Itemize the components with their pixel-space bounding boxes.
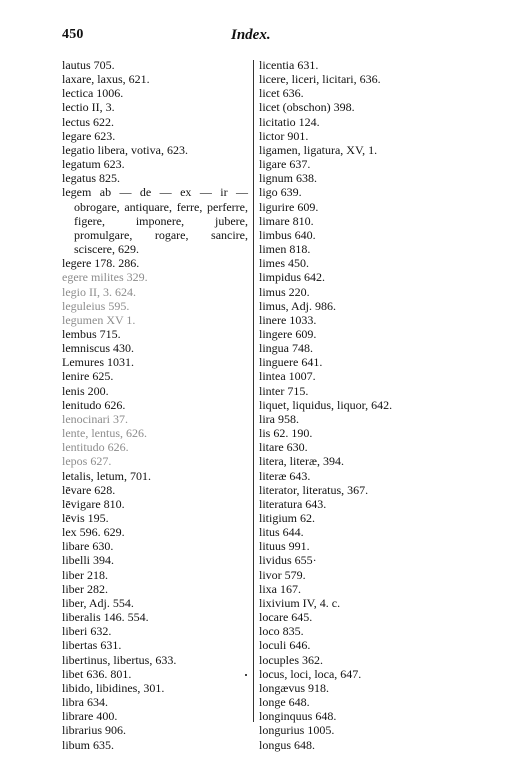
index-column-left — [62, 58, 248, 752]
index-entry: literator, literatus, 367. — [259, 482, 369, 497]
index-entry: letalis, letum, 701. — [62, 468, 151, 483]
index-entry: lintea 1007. — [259, 369, 316, 384]
index-entry: ligo 639. — [259, 185, 302, 200]
index-entry: lex 596. 629. — [62, 525, 125, 540]
ink-speck — [245, 674, 247, 676]
index-entry: lectica 1006. — [62, 86, 124, 101]
index-entry: lēvigare 810. — [62, 496, 125, 511]
index-entry: limpidus 642. — [259, 270, 326, 285]
index-entry: lividus 655· — [259, 553, 317, 568]
index-entry: lautus 705. — [62, 58, 115, 72]
index-entry: leguleius 595. — [62, 298, 130, 313]
index-entry: liber 218. — [62, 567, 108, 582]
index-entry: locuples 362. — [259, 652, 323, 667]
index-entry: lixivium IV, 4. c. — [259, 595, 341, 610]
index-entry: litera, literæ, 394. — [259, 454, 344, 469]
index-entry: lenitudo 626. — [62, 397, 126, 412]
index-entry: lenis 200. — [62, 383, 109, 398]
index-entry: linere 1033. — [259, 312, 317, 327]
index-entry: livor 579. — [259, 567, 306, 582]
index-entry: libido, libidines, 301. — [62, 680, 165, 695]
index-entry: legumen XV 1. — [62, 312, 136, 327]
index-entry: librare 400. — [62, 709, 118, 724]
index-entry: legio II, 3. 624. — [62, 284, 136, 299]
index-entry: lis 62. 190. — [259, 426, 313, 441]
index-entry: limes 450. — [259, 256, 309, 271]
index-entry: ligamen, ligatura, XV, 1. — [259, 142, 378, 157]
index-entry: lepos 627. — [62, 454, 112, 469]
index-entry: lenocinari 37. — [62, 411, 128, 426]
index-entry: legere 178. 286. — [62, 256, 140, 271]
index-entry: locare 645. — [259, 610, 313, 625]
index-entry: licet 636. — [259, 86, 304, 101]
index-column-right — [259, 58, 459, 752]
index-entry: laxare, laxus, 621. — [62, 72, 150, 87]
index-entry: ligurire 609. — [259, 199, 319, 214]
index-entry: linter 715. — [259, 383, 309, 398]
index-entry: lenire 625. — [62, 369, 114, 384]
index-entry: liberi 632. — [62, 624, 112, 639]
index-entry: Lemures 1031. — [62, 355, 134, 370]
index-entry: limen 818. — [259, 242, 311, 257]
index-entry: literæ 643. — [259, 468, 311, 483]
index-entry: lectus 622. — [62, 114, 114, 129]
index-entry: lēvare 628. — [62, 482, 116, 497]
index-entry: liberalis 146. 554. — [62, 610, 149, 625]
index-entry: libertinus, libertus, 633. — [62, 652, 177, 667]
index-entry: liquet, liquidus, liquor, 642. — [259, 397, 393, 412]
index-entry: lira 958. — [259, 411, 299, 426]
index-entry: librarius 906. — [62, 723, 126, 738]
index-entry: licentia 631. — [259, 58, 319, 72]
index-entry: longævus 918. — [259, 680, 330, 695]
index-entry: limus 220. — [259, 284, 310, 299]
index-entry: lignum 638. — [259, 171, 318, 186]
index-entry: limare 810. — [259, 213, 314, 228]
index-entry: libertas 631. — [62, 638, 122, 653]
index-entry: lingua 748. — [259, 341, 313, 356]
index-entry: libelli 394. — [62, 553, 114, 568]
index-entry: lixa 167. — [259, 581, 301, 596]
index-entry: longus 648. — [259, 737, 316, 752]
index-entry: legare 623. — [62, 128, 116, 143]
index-entry: lectio II, 3. — [62, 100, 115, 115]
index-entry: limbus 640. — [259, 227, 316, 242]
index-entry: longurius 1005. — [259, 723, 335, 738]
index-entry: liber, Adj. 554. — [62, 595, 134, 610]
index-entry: libare 630. — [62, 539, 114, 554]
index-entry: loco 835. — [259, 624, 304, 639]
index-entry: linguere 641. — [259, 355, 323, 370]
index-entry: longinquus 648. — [259, 709, 337, 724]
index-entry: legem ab — de — ex — ir — obrogare, antiquare, ferre, perferre, figere, imponere, jubere, promulgare, rogare, sancire, sciscere, 629. — [62, 185, 248, 257]
index-entry: lingere 609. — [259, 326, 317, 341]
index-entry: licere, liceri, licitari, 636. — [259, 72, 381, 87]
index-entry: legatum 623. — [62, 157, 125, 172]
index-entry: litare 630. — [259, 440, 308, 455]
index-entry: ligare 637. — [259, 157, 311, 172]
index-entry: litus 644. — [259, 525, 304, 540]
page-number: 450 — [62, 27, 84, 42]
index-entry: libum 635. — [62, 737, 115, 752]
index-entry: locus, loci, loca, 647. — [259, 666, 362, 681]
index-entry: literatura 643. — [259, 496, 327, 511]
index-entry: lembus 715. — [62, 326, 121, 341]
index-entry: liber 282. — [62, 581, 108, 596]
page-title: Index. — [231, 27, 271, 43]
index-entry: lente, lentus, 626. — [62, 426, 147, 441]
index-entry: licitatio 124. — [259, 114, 320, 129]
index-entry: licet (obschon) 398. — [259, 100, 355, 115]
index-entry: libet 636. 801. — [62, 666, 132, 681]
index-entry: libra 634. — [62, 695, 108, 710]
index-entry: lentitudo 626. — [62, 440, 129, 455]
index-entry: loculi 646. — [259, 638, 311, 653]
index-entry: lictor 901. — [259, 128, 309, 143]
index-entry: limus, Adj. 986. — [259, 298, 337, 313]
index-entry: lēvis 195. — [62, 511, 109, 525]
column-divider — [253, 60, 254, 722]
index-entry: legatus 825. — [62, 171, 120, 186]
index-entry: longe 648. — [259, 695, 310, 710]
index-entry: egere milites 329. — [62, 270, 148, 285]
index-entry: litigium 62. — [259, 511, 316, 525]
index-entry: lituus 991. — [259, 539, 310, 554]
index-entry: lemniscus 430. — [62, 341, 134, 356]
index-entry: legatio libera, votiva, 623. — [62, 142, 188, 157]
